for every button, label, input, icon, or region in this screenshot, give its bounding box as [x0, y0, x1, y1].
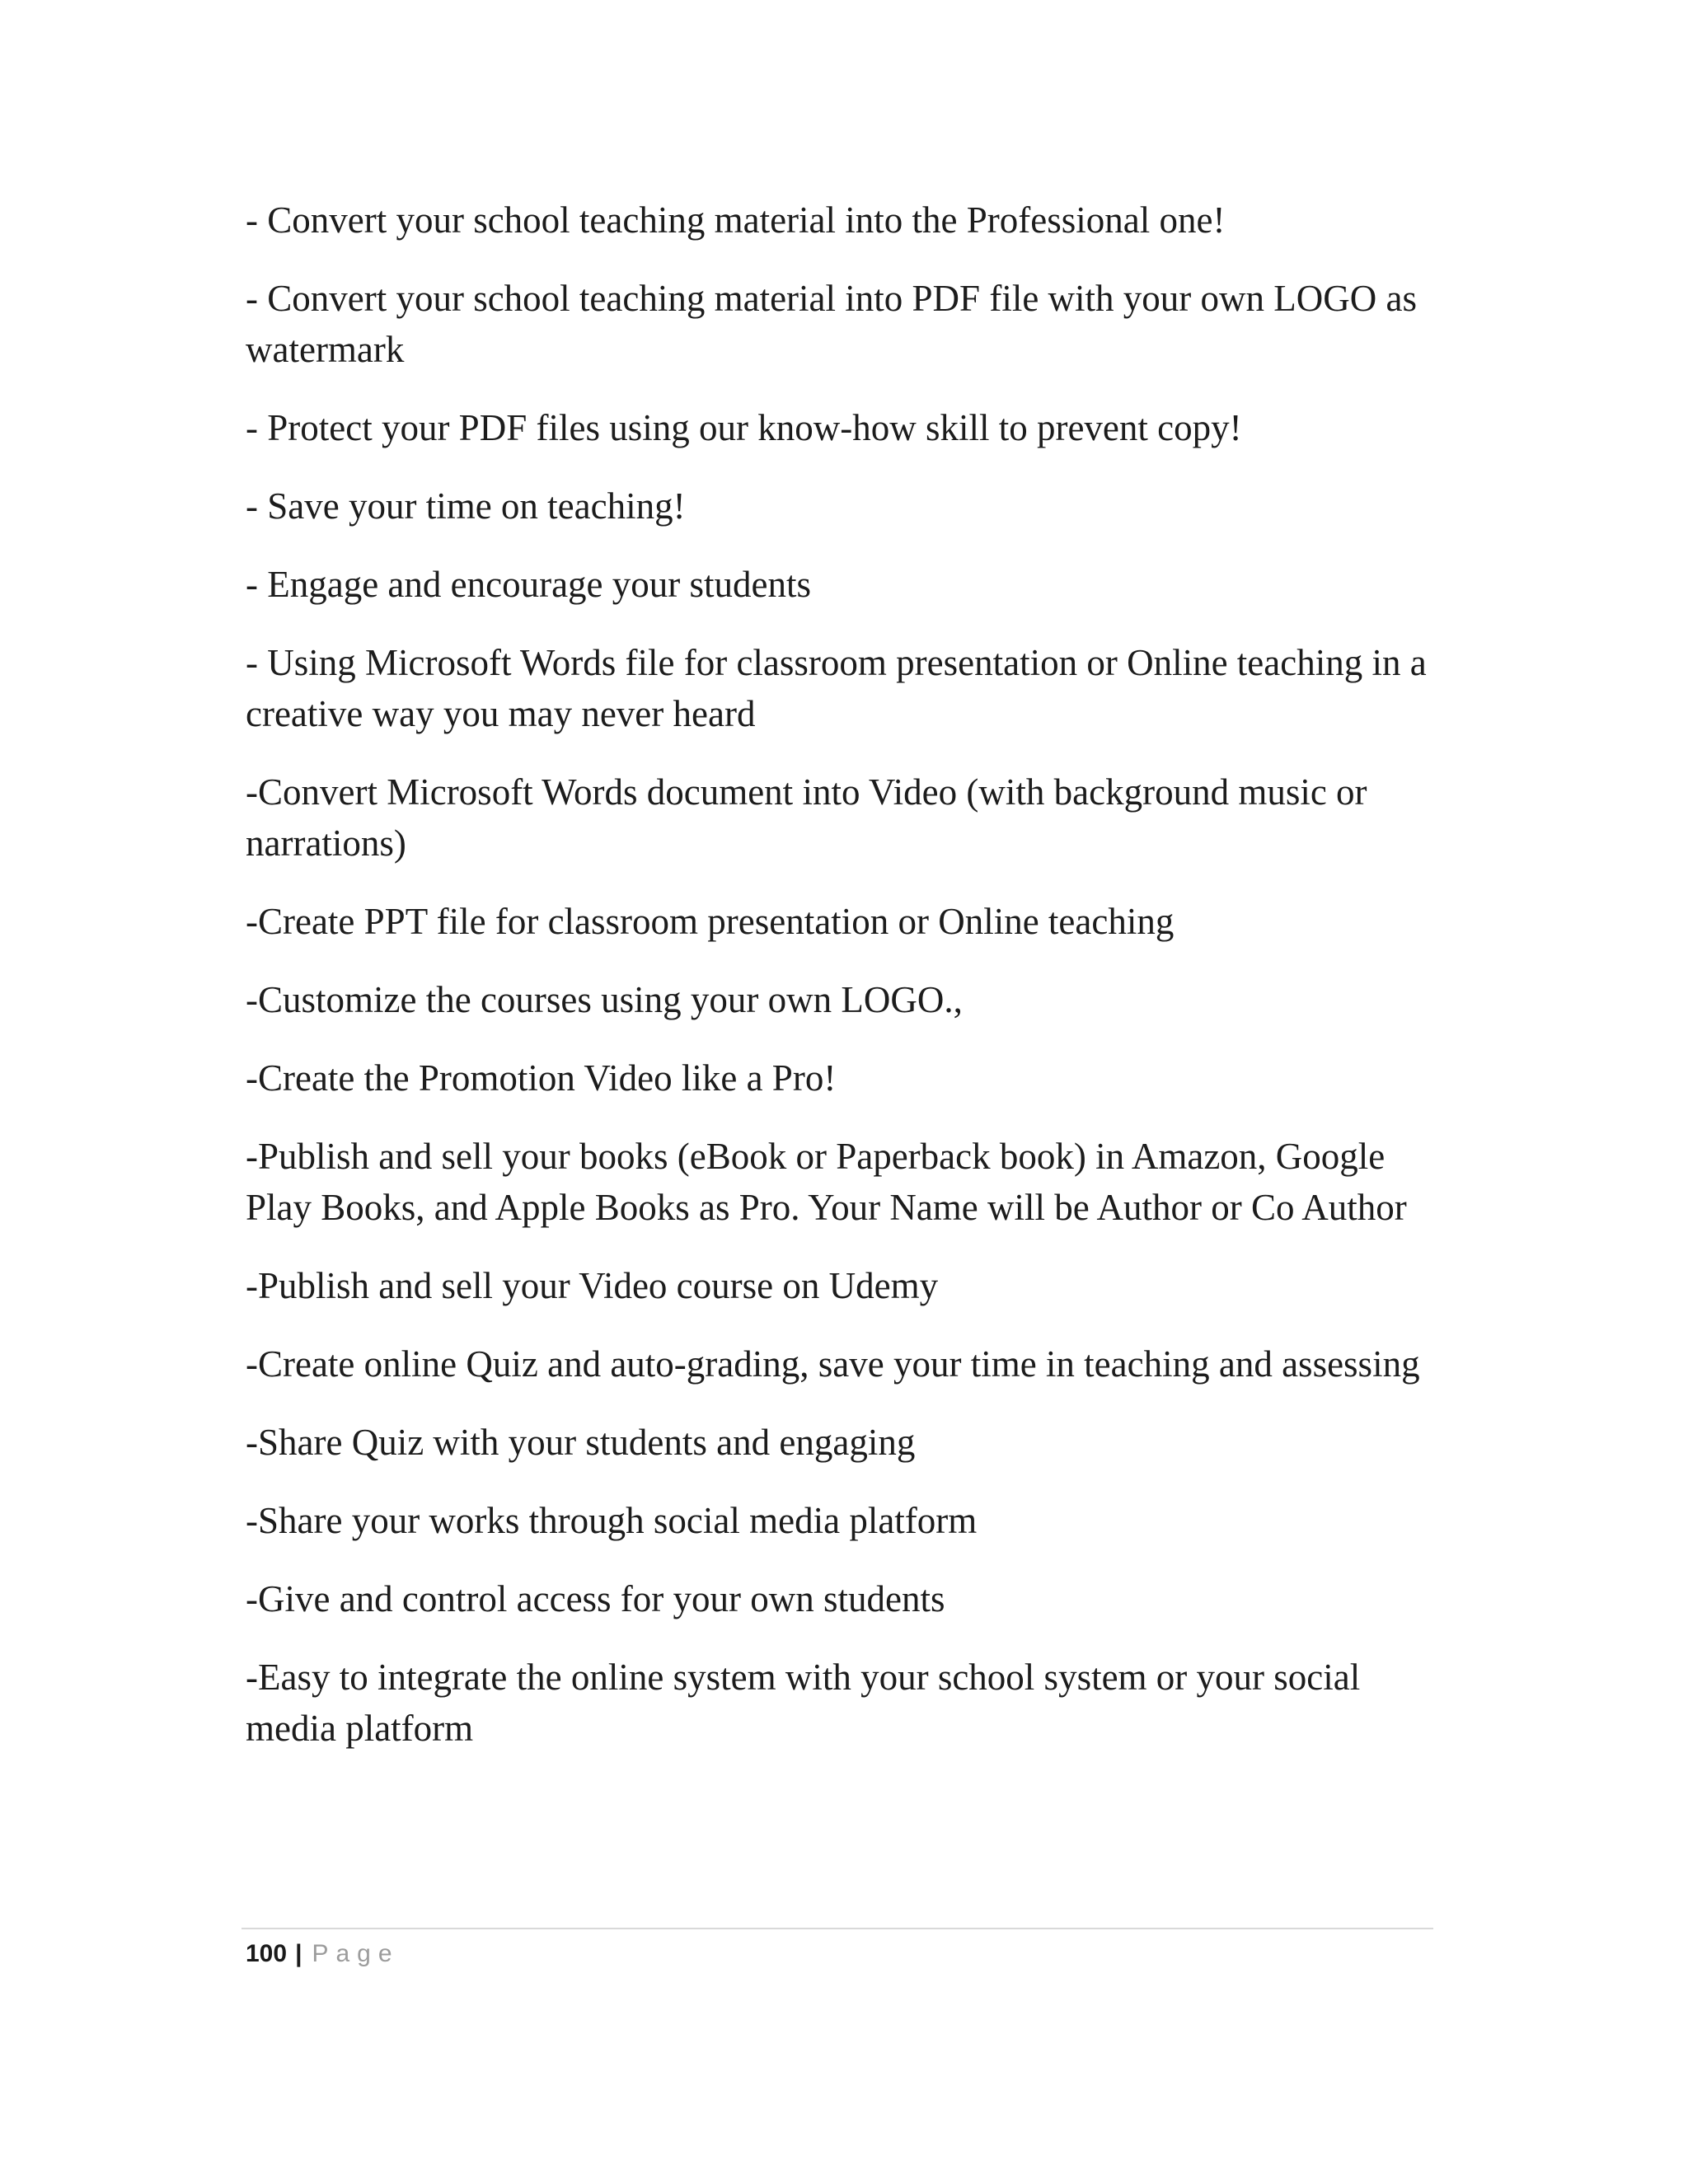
feature-list	[246, 194, 1442, 1781]
feature-item: -Easy to integrate the online system with your school system or your social media platform	[246, 1657, 1361, 1749]
feature-item: - Save your time on teaching!	[246, 485, 686, 527]
feature-item: -Create PPT file for classroom presentation or Online teaching	[246, 901, 1175, 942]
feature-item: - Protect your PDF files using our know-how skill to prevent copy!	[246, 407, 1242, 448]
feature-item: - Convert your school teaching material into PDF file with your own LOGO as watermark	[246, 278, 1417, 370]
feature-item: -Convert Microsoft Words document into Video (with background music or narrations)	[246, 771, 1367, 864]
footer-page-info	[241, 1936, 1433, 1972]
feature-item: -Give and control access for your own students	[246, 1578, 945, 1619]
feature-item: -Create online Quiz and auto-grading, save your time in teaching and assessing	[246, 1343, 1420, 1385]
page-number: 100	[246, 1940, 288, 1967]
feature-item: -Publish and sell your books (eBook or Paperback book) in Amazon, Google Play Books, and Apple Books as Pro. Your Name will be Author or Co Author	[246, 1136, 1407, 1228]
feature-item: -Customize the courses using your own LOGO.,	[246, 979, 963, 1020]
feature-item: -Share your works through social media platform	[246, 1500, 978, 1541]
feature-item: -Publish and sell your Video course on Udemy	[246, 1265, 939, 1306]
footer-separator: |	[295, 1940, 302, 1967]
feature-item: - Convert your school teaching material into the Professional one!	[246, 199, 1226, 241]
feature-item: - Engage and encourage your students	[246, 564, 812, 605]
footer-divider	[241, 1928, 1433, 1929]
feature-item: - Using Microsoft Words file for classroom presentation or Online teaching in a creative way you may never heard	[246, 642, 1427, 734]
page-footer	[241, 1928, 1433, 1972]
feature-item: -Share Quiz with your students and engaging	[246, 1422, 916, 1463]
page-label: Page	[312, 1940, 400, 1967]
feature-item: -Create the Promotion Video like a Pro!	[246, 1057, 837, 1099]
